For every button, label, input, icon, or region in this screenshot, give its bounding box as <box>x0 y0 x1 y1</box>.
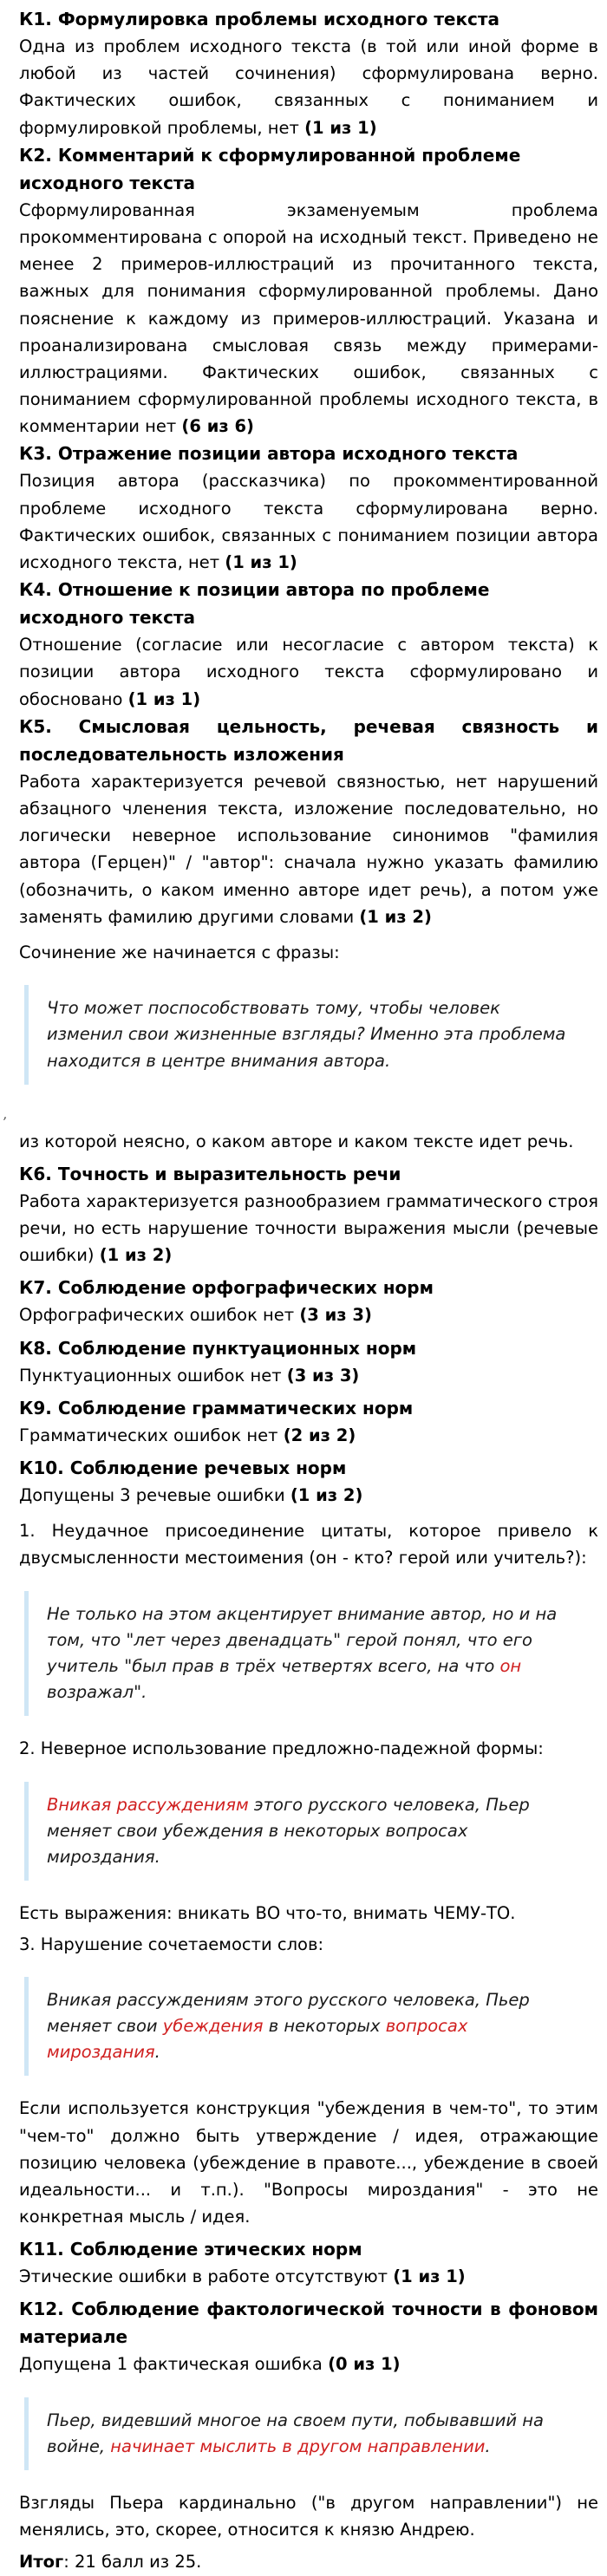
k4-score: (1 из 1) <box>127 688 201 709</box>
k9-text: Грамматических ошибок нет (2 из 2) <box>19 1425 356 1445</box>
k1-score: (1 из 1) <box>304 117 377 138</box>
k5-mark: , <box>3 1105 8 1122</box>
k10-error-3-note: Если используется конструкция "убеждения в чем-то", то этим "чем-то" должно быть утверждение / идея, отражающие позицию человека (убеждение в правоте..., убеждение в своей идеальности... и т.п.). "Вопросы мироздания" - это не конкретная мысль / идея. <box>19 2098 598 2227</box>
k2-heading: К2. Комментарий к сформулированной проблеме исходного текста <box>19 144 521 193</box>
k10-quote-1: Не только на этом акцентирует внимание автор, но и на том, что "лет через двенадцать" герой понял, что его учитель "был прав в трёх четвертях всего, на что он возражал". <box>24 1591 590 1717</box>
k3-score: (1 из 1) <box>225 552 297 572</box>
k10-heading: К10. Соблюдение речевых норм <box>19 1458 347 1479</box>
k10-quote-2-highlight: Вникая рассуждениям <box>47 1794 249 1815</box>
k10-quote-3-highlight-1: убеждения <box>162 2015 264 2036</box>
k12-text: Допущена 1 фактическая ошибка (0 из 1) <box>19 2354 401 2375</box>
k12-heading: К12. Соблюдение фактологической точности в фоновом материале <box>19 2299 598 2348</box>
k3-heading: К3. Отражение позиции автора исходного текста <box>19 443 519 465</box>
k5-score: (1 из 2) <box>359 906 432 927</box>
k8-text: Пунктуационных ошибок нет (3 из 3) <box>19 1365 360 1386</box>
k12-quote: Пьер, видевший многое на своем пути, побывавший на войне, начинает мыслить в другом направлении. <box>24 2397 590 2470</box>
k4-heading: К4. Отношение к позиции автора по проблеме исходного текста <box>19 579 490 629</box>
k10-error-1: 1. Неудачное присоединение цитаты, которое привело к двусмысленности местоимения (он - кто? герой или учитель?): <box>19 1521 598 1568</box>
k9-score: (2 из 2) <box>283 1425 356 1445</box>
k10-quote-2: Вникая рассуждениям этого русского человека, Пьер меняет свои убеждения в некоторых вопросах мироздания. <box>24 1782 590 1881</box>
k7-heading: К7. Соблюдение орфографических норм <box>19 1277 434 1299</box>
k8-score: (3 из 3) <box>286 1365 360 1386</box>
k4-text: Отношение (согласие или несогласие с автором текста) к позиции автора исходного текста сформулировано и обосновано (1 из 1) <box>19 635 598 709</box>
k11-text: Этические ошибки в работе отсутствуют (1 из 1) <box>19 2266 466 2287</box>
k11-score: (1 из 1) <box>393 2266 466 2287</box>
k5-quote: Что может поспособствовать тому, чтобы человек изменил свои жизненные взгляды? Именно эта проблема находится в центре внимания автора. <box>24 985 590 1085</box>
k7-text: Орфографических ошибок нет (3 из 3) <box>19 1305 372 1326</box>
k12-quote-highlight: начинает мыслить в другом направлении <box>110 2436 486 2456</box>
total-score: Итог: 21 балл из 25. <box>19 2552 202 2573</box>
k8-heading: К8. Соблюдение пунктуационных норм <box>19 1337 417 1359</box>
k10-score: (1 из 2) <box>290 1485 363 1506</box>
k10-quote-1-highlight: он <box>499 1656 522 1677</box>
k1-heading: К1. Формулировка проблемы исходного текста <box>19 9 500 29</box>
k2-text: Сформулированная экзаменуемым проблема прокомментирована с опорой на исходный текст. Приведено не менее 2 примеров-иллюстраций из прочитанного текста, важных для понимания сформулированной проблемы. Дано пояснение к каждому из примеров-иллюстраций. Указана и проанализирована смысловая связь между примерами-иллюстрациями. Фактических ошибок, связанных с пониманием сформулированной проблемы исходного текста, в комментарии нет (6 из 6) <box>19 199 598 437</box>
k12-note: Взгляды Пьера кардинально ("в другом направлении") не менялись, это, скорее, относится к князю Андрею. <box>19 2493 598 2540</box>
k3-text: Позиция автора (рассказчика) по прокомментированной проблеме исходного текста сформулирована верно. Фактических ошибок, связанных с пониманием позиции автора исходного текста, нет (1 из 1) <box>19 471 598 572</box>
total-label: Итог <box>19 2552 64 2573</box>
k10-quote-3: Вникая рассуждениям этого русского человека, Пьер меняет свои убеждения в некоторых вопросах мироздания. <box>24 1977 590 2077</box>
k2-score: (6 из 6) <box>181 416 254 437</box>
k6-heading: К6. Точность и выразительность речи <box>19 1163 401 1184</box>
k11-heading: К11. Соблюдение этических норм <box>19 2239 362 2260</box>
k6-text: Работа характеризуется разнообразием грамматического строя речи, но есть нарушение точности выражения мысли (речевые ошибки) (1 из 2) <box>19 1190 598 1266</box>
k10-error-2-note: Есть выражения: вникать ВО что-то, внимать ЧЕМУ-ТО. <box>19 1903 516 1924</box>
k5-heading: К5. Смысловая цельность, речевая связность и последовательность изложения <box>19 715 598 765</box>
k1-text: Одна из проблем исходного текста (в той или иной форме в любой из частей сочинения) сформулирована верно. Фактических ошибок, связанных с пониманием и формулировкой проблемы, нет (1 из 1) <box>19 36 598 138</box>
k12-score: (0 из 1) <box>328 2354 401 2375</box>
k7-score: (3 из 3) <box>299 1305 372 1326</box>
k9-heading: К9. Соблюдение грамматических норм <box>19 1397 414 1418</box>
k5-intro: Сочинение же начинается с фразы: <box>19 942 340 962</box>
k5-text: Работа характеризуется речевой связностью, нет нарушений абзацного членения текста, изложение последовательно, но логически неверное использование синонимов "фамилия автора (Герцен)" / "автор": сначала нужно указать фамилию (обозначить, о каком именно авторе идет речь), а потом уже заменять фамилию другими словами (1 из 2) <box>19 771 598 927</box>
k10-error-2: 2. Неверное использование предложно-падежной формы: <box>19 1738 544 1759</box>
k10-quote-3-highlight-2: вопросах мироздания <box>47 2015 468 2063</box>
k6-score: (1 из 2) <box>99 1245 173 1266</box>
k5-after: из которой неясно, о каком авторе и каком тексте идет речь. <box>19 1131 574 1151</box>
k10-text: Допущены 3 речевые ошибки (1 из 2) <box>19 1485 363 1506</box>
k10-error-3: 3. Нарушение сочетаемости слов: <box>19 1934 324 1954</box>
